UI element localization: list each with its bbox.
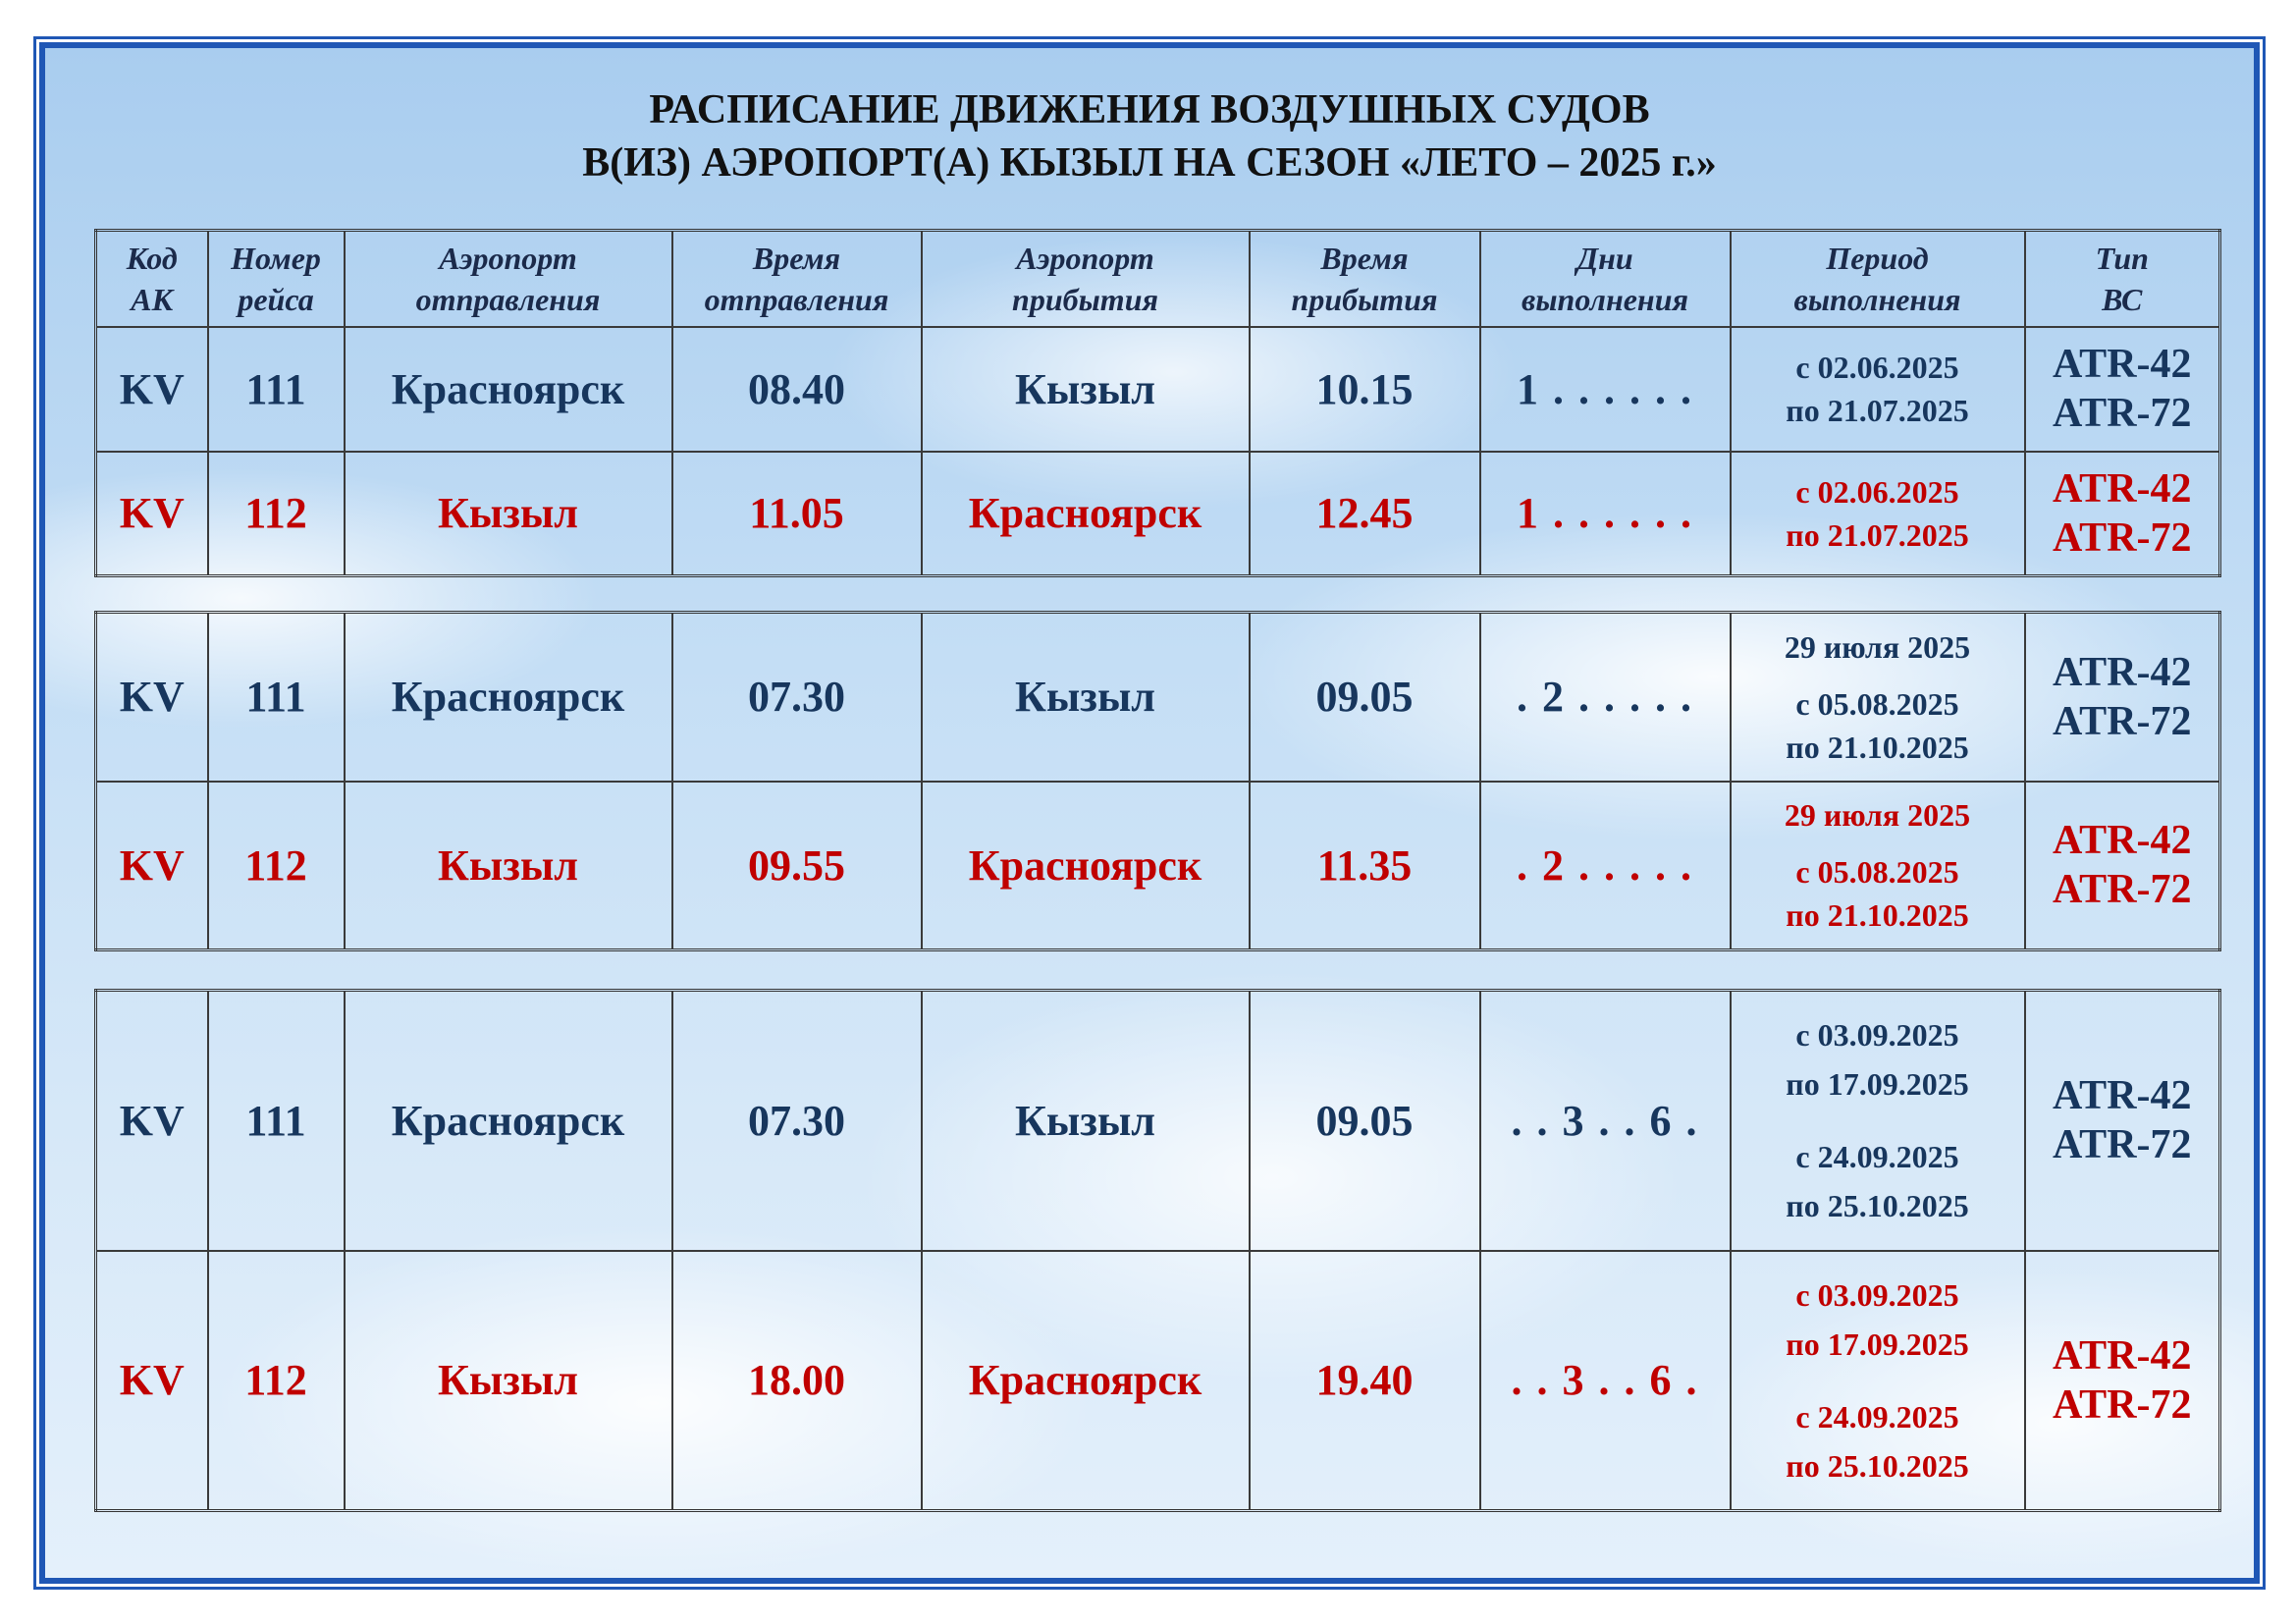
code-cell: KV bbox=[96, 782, 208, 950]
arr-time-cell: 12.45 bbox=[1250, 452, 1480, 576]
dep-time-cell: 07.30 bbox=[672, 613, 922, 782]
arr-time-cell: 10.15 bbox=[1250, 327, 1480, 452]
header-row bbox=[96, 231, 2220, 327]
code-cell: KV bbox=[96, 613, 208, 782]
arr-airport-cell: Красноярск bbox=[922, 452, 1250, 576]
dep-airport-cell: Кызыл bbox=[345, 1251, 672, 1511]
days-cell: . . 3 . . 6 . bbox=[1480, 991, 1731, 1251]
days-cell: . 2 . . . . . bbox=[1480, 782, 1731, 950]
period-cell: 29 июля 2025 с 05.08.2025 по 21.10.2025 bbox=[1731, 613, 2025, 782]
header-type: Тип ВС bbox=[2025, 231, 2220, 327]
flight-cell: 112 bbox=[208, 1251, 345, 1511]
arr-time-cell: 09.05 bbox=[1250, 613, 1480, 782]
aircraft-type-cell: ATR-42 ATR-72 bbox=[2025, 452, 2220, 576]
dep-time-cell: 18.00 bbox=[672, 1251, 922, 1511]
period-cell: с 02.06.2025 по 21.07.2025 bbox=[1731, 452, 2025, 576]
days-cell: . . 3 . . 6 . bbox=[1480, 1251, 1731, 1511]
period-cell: с 03.09.2025 по 17.09.2025 с 24.09.2025 по 25.10.2025 bbox=[1731, 1251, 2025, 1511]
arr-time-cell: 11.35 bbox=[1250, 782, 1480, 950]
dep-airport-cell: Кызыл bbox=[345, 452, 672, 576]
table-row bbox=[96, 613, 2220, 782]
aircraft-type-cell: ATR-42 ATR-72 bbox=[2025, 782, 2220, 950]
aircraft-type-cell: ATR-42 ATR-72 bbox=[2025, 991, 2220, 1251]
title-line-2: В(ИЗ) АЭРОПОРТ(А) КЫЗЫЛ НА СЕЗОН «ЛЕТО – 2025 г.» bbox=[582, 140, 1717, 186]
flight-cell: 112 bbox=[208, 782, 345, 950]
arr-time-cell: 19.40 bbox=[1250, 1251, 1480, 1511]
arr-airport-cell: Красноярск bbox=[922, 1251, 1250, 1511]
code-cell: KV bbox=[96, 1251, 208, 1511]
dep-time-cell: 07.30 bbox=[672, 991, 922, 1251]
page-title bbox=[45, 83, 2254, 189]
arr-time-cell: 09.05 bbox=[1250, 991, 1480, 1251]
header-dep-time: Время отправления bbox=[672, 231, 922, 327]
header-flight: Номер рейса bbox=[208, 231, 345, 327]
schedule-poster bbox=[39, 42, 2260, 1584]
header-period: Период выполнения bbox=[1731, 231, 2025, 327]
table-row bbox=[96, 327, 2220, 452]
table-row bbox=[96, 452, 2220, 576]
dep-time-cell: 09.55 bbox=[672, 782, 922, 950]
period-cell: 29 июля 2025 с 05.08.2025 по 21.10.2025 bbox=[1731, 782, 2025, 950]
header-dep-airport: Аэропорт отправления bbox=[345, 231, 672, 327]
dep-airport-cell: Красноярск bbox=[345, 991, 672, 1251]
arr-airport-cell: Кызыл bbox=[922, 991, 1250, 1251]
aircraft-type-cell: ATR-42 ATR-72 bbox=[2025, 613, 2220, 782]
dep-airport-cell: Красноярск bbox=[345, 327, 672, 452]
days-cell: 1 . . . . . . bbox=[1480, 452, 1731, 576]
dep-airport-cell: Кызыл bbox=[345, 782, 672, 950]
header-code: Код АК bbox=[96, 231, 208, 327]
flight-cell: 112 bbox=[208, 452, 345, 576]
table-row bbox=[96, 1251, 2220, 1511]
period-cell: с 02.06.2025 по 21.07.2025 bbox=[1731, 327, 2025, 452]
header-arr-time: Время прибытия bbox=[1250, 231, 1480, 327]
table-row bbox=[96, 782, 2220, 950]
days-cell: . 2 . . . . . bbox=[1480, 613, 1731, 782]
flight-cell: 111 bbox=[208, 991, 345, 1251]
period-cell: с 03.09.2025 по 17.09.2025 с 24.09.2025 по 25.10.2025 bbox=[1731, 991, 2025, 1251]
schedule-table-2 bbox=[94, 611, 2221, 951]
arr-airport-cell: Кызыл bbox=[922, 327, 1250, 452]
code-cell: KV bbox=[96, 327, 208, 452]
table-row bbox=[96, 991, 2220, 1251]
dep-time-cell: 11.05 bbox=[672, 452, 922, 576]
header-arr-airport: Аэропорт прибытия bbox=[922, 231, 1250, 327]
schedule-table-1 bbox=[94, 229, 2221, 577]
flight-cell: 111 bbox=[208, 327, 345, 452]
dep-time-cell: 08.40 bbox=[672, 327, 922, 452]
aircraft-type-cell: ATR-42 ATR-72 bbox=[2025, 1251, 2220, 1511]
arr-airport-cell: Кызыл bbox=[922, 613, 1250, 782]
code-cell: KV bbox=[96, 452, 208, 576]
arr-airport-cell: Красноярск bbox=[922, 782, 1250, 950]
code-cell: KV bbox=[96, 991, 208, 1251]
schedule-table-3 bbox=[94, 989, 2221, 1512]
aircraft-type-cell: ATR-42 ATR-72 bbox=[2025, 327, 2220, 452]
days-cell: 1 . . . . . . bbox=[1480, 327, 1731, 452]
flight-cell: 111 bbox=[208, 613, 345, 782]
dep-airport-cell: Красноярск bbox=[345, 613, 672, 782]
title-line-1: РАСПИСАНИЕ ДВИЖЕНИЯ ВОЗДУШНЫХ СУДОВ bbox=[649, 87, 1650, 133]
header-days: Дни выполнения bbox=[1480, 231, 1731, 327]
